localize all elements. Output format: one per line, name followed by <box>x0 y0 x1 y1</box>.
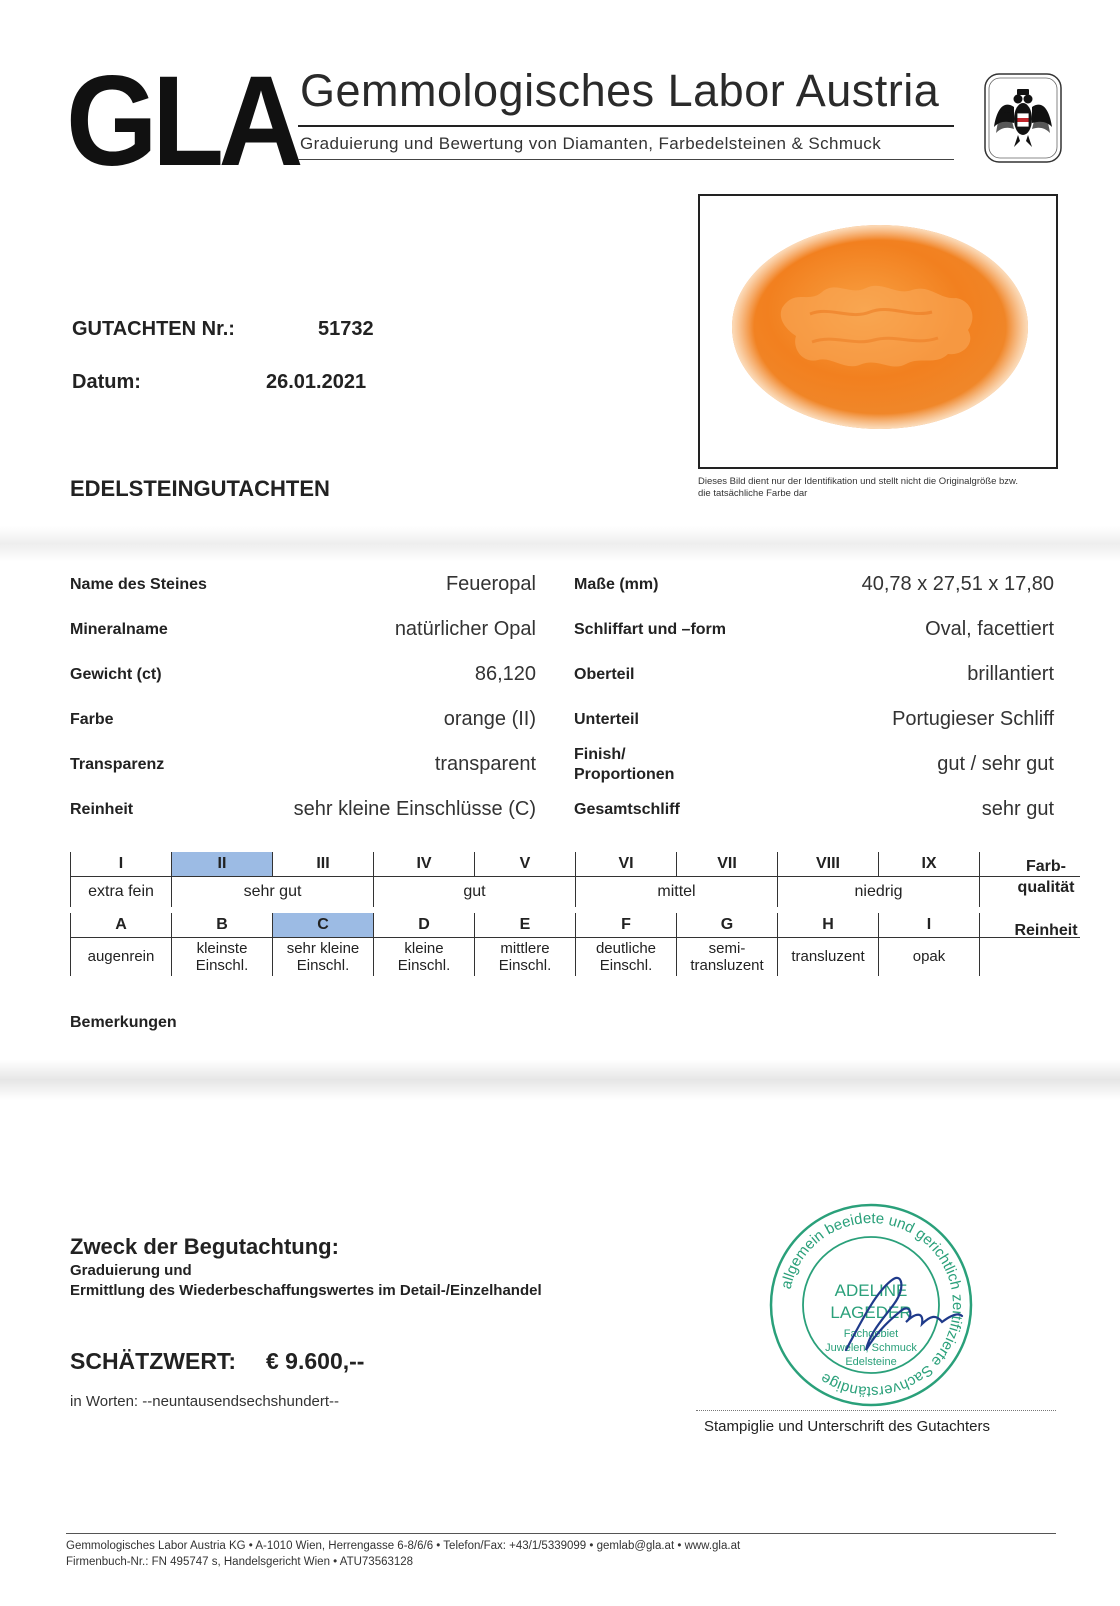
stamp-field-line-3: Edelsteine <box>845 1356 897 1368</box>
prop-right-label: Oberteil <box>574 665 635 683</box>
signature-line <box>696 1410 1056 1411</box>
clarity-desc-line: Einschl. <box>599 956 653 974</box>
stamp-ring-text: allgemein beeidete und gerichtlich zertifizierte Sachverständige <box>777 1209 967 1401</box>
scan-band-lower <box>0 1060 1120 1100</box>
prop-right-row <box>574 652 1054 697</box>
document-title: EDELSTEINGUTACHTEN <box>70 476 330 501</box>
clarity-desc-line: transluzent <box>690 956 764 974</box>
prop-left-value: natürlicher Opal <box>394 618 536 640</box>
clarity-desc-6 <box>677 938 778 976</box>
color-grade-v: V <box>475 852 576 877</box>
color-grade-iv: IV <box>374 852 475 877</box>
estimated-value: € 9.600,-- <box>266 1348 365 1374</box>
clarity-desc-line: sehr kleine <box>286 939 360 957</box>
grade-table <box>70 852 1080 976</box>
clarity-desc-line: Einschl. <box>296 956 350 974</box>
clarity-desc-line: kleinste <box>196 939 248 957</box>
color-group-4: niedrig <box>778 877 980 908</box>
prop-left-label: Gewicht (ct) <box>70 665 162 683</box>
header-rule-bottom <box>298 159 954 160</box>
prop-right-label: Unterteil <box>574 710 639 728</box>
clarity-grade-b: B <box>172 913 273 938</box>
color-grade-viii: VIII <box>778 852 879 877</box>
certificate-number: 51732 <box>318 318 374 340</box>
color-groups-row <box>71 877 1081 908</box>
clarity-codes-row <box>71 913 1081 938</box>
clarity-label: Reinheit <box>1014 922 1078 939</box>
prop-right-value: brillantiert <box>967 663 1054 685</box>
clarity-desc-7 <box>778 938 879 976</box>
lab-logo: GLA <box>66 50 299 193</box>
color-grade-iii: III <box>273 852 374 877</box>
properties-left <box>70 562 536 832</box>
stamp-name-last: LAGEDER <box>830 1303 912 1322</box>
color-group-2: gut <box>374 877 576 908</box>
expert-stamp <box>766 1200 976 1410</box>
prop-left-row <box>70 652 536 697</box>
scan-band <box>0 526 1120 562</box>
clarity-desc-end <box>980 938 1081 976</box>
prop-left-value: transparent <box>434 753 536 775</box>
prop-right-value: Oval, facettiert <box>925 618 1054 640</box>
clarity-grade-h: H <box>778 913 879 938</box>
prop-right-value: sehr gut <box>981 798 1054 820</box>
prop-right-row <box>574 607 1054 652</box>
clarity-desc-line: semi- <box>708 939 746 957</box>
prop-right-label: Gesamtschliff <box>574 800 680 818</box>
lab-name: Gemmologisches Labor Austria <box>300 65 940 116</box>
purpose-title: Zweck der Begutachtung: <box>70 1234 339 1259</box>
prop-right-value: 40,78 x 27,51 x 17,80 <box>861 573 1054 595</box>
date-label: Datum: <box>72 371 141 393</box>
color-grade-vii: VII <box>677 852 778 877</box>
clarity-desc-8 <box>879 938 980 976</box>
purpose-line-1: Graduierung und <box>70 1262 192 1279</box>
clarity-grade-g: G <box>677 913 778 938</box>
clarity-desc-line: opak <box>912 948 946 966</box>
photo-caption: Dieses Bild dient nur der Identifikation und stellt nicht die Originalgröße bzw. die tatsächliche Farbe dar <box>698 476 1019 499</box>
prop-left-value: 86,120 <box>474 663 536 685</box>
clarity-desc-line: Einschl. <box>195 956 249 974</box>
clarity-desc-line: Einschl. <box>498 956 552 974</box>
color-group-1: sehr gut <box>172 877 374 908</box>
certificate-number-label: GUTACHTEN Nr.: <box>72 318 235 340</box>
clarity-desc-4 <box>475 938 576 976</box>
clarity-desc-line: transluzent <box>791 948 865 966</box>
color-grade-i: I <box>71 852 172 877</box>
clarity-desc-line: kleine <box>404 939 444 957</box>
properties-right <box>574 562 1054 832</box>
prop-left-value: orange (II) <box>443 708 536 730</box>
clarity-desc-1 <box>172 938 273 976</box>
certificate-date: 26.01.2021 <box>266 371 367 393</box>
prop-left-row <box>70 607 536 652</box>
prop-right-value: Portugieser Schliff <box>892 708 1054 730</box>
clarity-desc-line: augenrein <box>87 948 155 966</box>
prop-left-label: Transparenz <box>70 755 165 773</box>
prop-right-label-line-2: Proportionen <box>574 765 675 783</box>
prop-left-label: Name des Steines <box>70 575 207 593</box>
prop-left-label: Mineralname <box>70 620 168 638</box>
clarity-desc-line: mittlere <box>500 939 550 957</box>
prop-right-label: Finish/ Proportionen <box>574 745 675 783</box>
prop-left-row <box>70 787 536 832</box>
color-group-3: mittel <box>576 877 778 908</box>
lab-tagline: Graduierung und Bewertung von Diamanten, Farbedelsteinen & Schmuck <box>300 134 882 153</box>
remarks-label: Bemerkungen <box>70 1014 177 1031</box>
clarity-grade-i: I <box>879 913 980 938</box>
value-in-words: in Worten: --neuntausendsechshundert-- <box>70 1393 340 1410</box>
color-quality-label: Farb- qualität <box>1017 858 1075 896</box>
prop-right-row <box>574 697 1054 742</box>
clarity-desc-row <box>71 938 1081 976</box>
clarity-desc-0 <box>71 938 172 976</box>
footer-registry: Firmenbuch-Nr.: FN 495747 s, Handelsgericht Wien • ATU73563128 <box>66 1556 414 1568</box>
prop-right-row <box>574 742 1054 787</box>
clarity-desc-3 <box>374 938 475 976</box>
prop-left-row <box>70 562 536 607</box>
clarity-grade-a: A <box>71 913 172 938</box>
prop-right-row <box>574 562 1054 607</box>
prop-right-row <box>574 787 1054 832</box>
color-grade-ix: IX <box>879 852 980 877</box>
estimated-value-label: SCHÄTZWERT: <box>70 1348 237 1374</box>
prop-right-value: gut / sehr gut <box>937 753 1054 775</box>
clarity-desc-2 <box>273 938 374 976</box>
stone-photo <box>698 194 1058 469</box>
clarity-desc-line: Einschl. <box>397 956 451 974</box>
prop-left-row <box>70 742 536 787</box>
clarity-grade-c: C <box>273 913 374 938</box>
color-grade-vi: VI <box>576 852 677 877</box>
signature-caption: Stampiglie und Unterschrift des Gutachters <box>704 1418 990 1435</box>
footer-rule <box>66 1533 1056 1534</box>
footer-address: Gemmologisches Labor Austria KG • A-1010 Wien, Herrengasse 6-8/6/6 • Telefon/Fax: +43/1/5339099 • gemlab@gla.at • www.gla.at <box>66 1540 741 1552</box>
prop-left-value: Feueropal <box>445 573 536 595</box>
fire-opal-image <box>700 196 1056 467</box>
prop-left-label: Farbe <box>70 710 114 728</box>
stamp-name-first: ADELINE <box>834 1281 908 1300</box>
prop-left-row <box>70 697 536 742</box>
stamp-field-line-1: Fachgebiet <box>843 1328 899 1340</box>
clarity-grade-d: D <box>374 913 475 938</box>
color-group-0: extra fein <box>71 877 172 908</box>
clarity-grade-f: F <box>576 913 677 938</box>
clarity-grade-e: E <box>475 913 576 938</box>
color-codes-row <box>71 852 1081 877</box>
prop-left-label: Reinheit <box>70 800 134 818</box>
header-rule <box>298 125 954 127</box>
stamp-field-line-2: Juwelen, Schmuck <box>825 1342 917 1354</box>
color-grade-ii: II <box>172 852 273 877</box>
prop-left-value: sehr kleine Einschlüsse (C) <box>293 798 536 820</box>
prop-right-label: Schliffart und –form <box>574 620 727 638</box>
clarity-desc-5 <box>576 938 677 976</box>
clarity-desc-line: deutliche <box>595 939 657 957</box>
austrian-eagle-seal-icon <box>984 73 1062 163</box>
purpose-line-2: Ermittlung des Wiederbeschaffungswertes im Detail-/Einzelhandel <box>70 1282 542 1299</box>
prop-right-label: Maße (mm) <box>574 575 659 593</box>
